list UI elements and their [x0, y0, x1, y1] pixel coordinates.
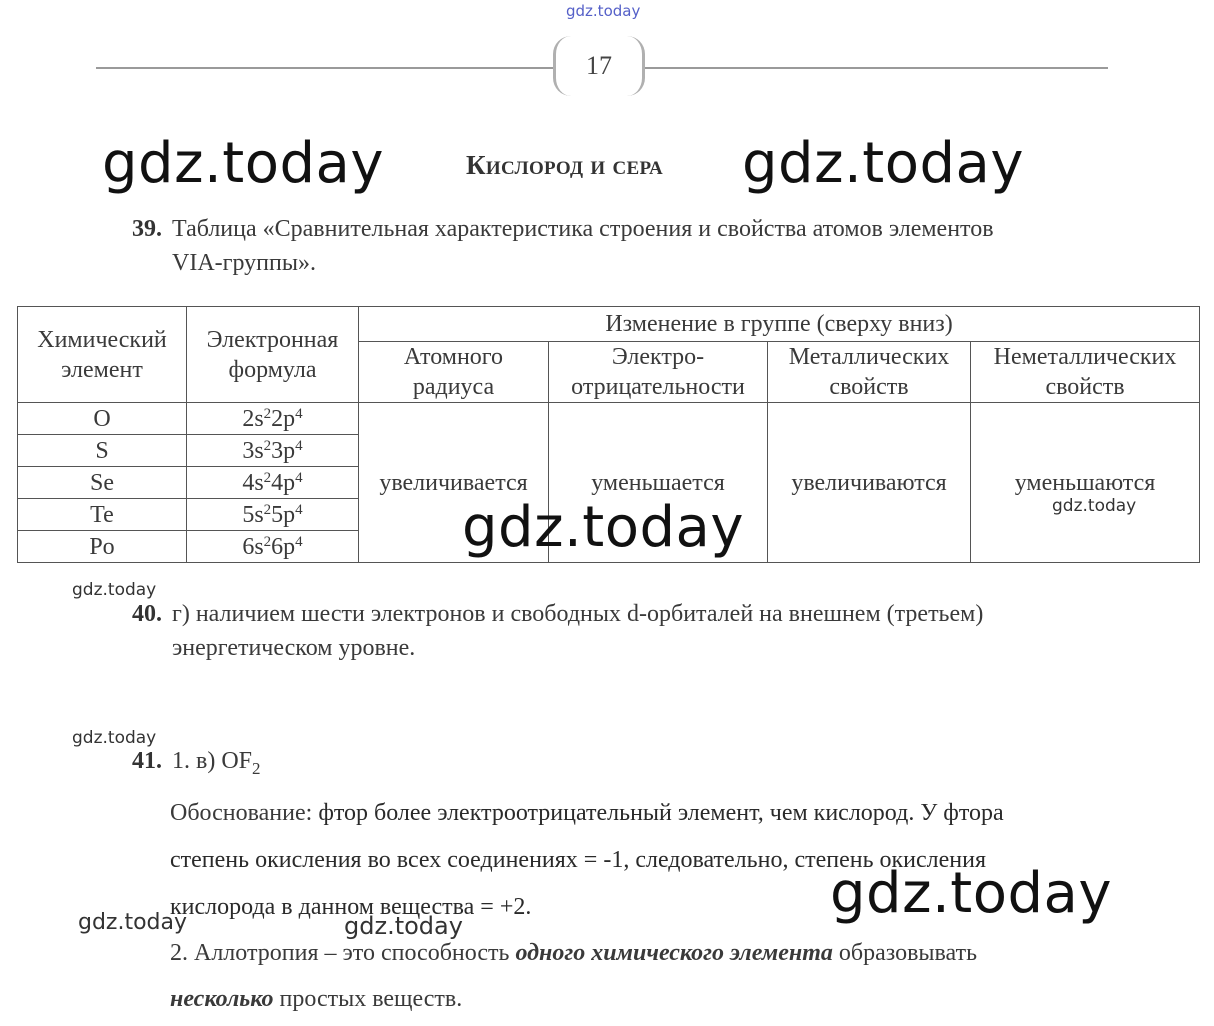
formula-cell: $6s^26p^4$ [187, 531, 359, 563]
page-number: 17 [553, 36, 645, 96]
header-metallic: Металлических свойств [768, 342, 971, 403]
answer-text: 1. в) OF [172, 748, 253, 774]
formula-cell: $5s^25p^4$ [187, 499, 359, 531]
allotropy-emphasis: несколько [170, 986, 274, 1012]
element-cell: Te [18, 499, 187, 531]
watermark-small: gdz.today [72, 580, 157, 600]
task-text: г) наличием шести электронов и свободных d-орбиталей на внешнем (третьем) [172, 601, 984, 627]
task-number: 41. [132, 748, 162, 774]
task-41-allotropy [170, 930, 1110, 1022]
element-cell: Po [18, 531, 187, 563]
task-text: энергетическом уровне. [172, 635, 416, 661]
watermark-large: gdz.today [742, 131, 1025, 196]
allotropy-text: простых веществ. [279, 986, 463, 1012]
allotropy-text: образовывать [838, 940, 978, 966]
header-electronegativity: Электро- отрицательности [549, 342, 768, 403]
element-cell: O [18, 403, 187, 435]
reason-text: степень окисления во всех соединениях = -1, следовательно, степень окисления [170, 847, 987, 873]
task-number: 39. [132, 216, 162, 242]
task-41-answer [132, 744, 1110, 786]
reason-text: фтор более электроотрицательный элемент, чем кислород. У фтора [318, 800, 1004, 826]
trend-nonmetallic: уменьшаются [971, 403, 1200, 563]
header-rule-right [645, 67, 1108, 69]
watermark-large: gdz.today [830, 861, 1113, 926]
top-watermark: gdz.today [566, 2, 641, 20]
watermark-large: gdz.today [102, 131, 385, 196]
formula-cell: $2s^22p^4$ [187, 403, 359, 435]
watermark-small: gdz.today [72, 728, 157, 748]
trend-atomic-radius: увеличивается [359, 403, 549, 563]
reason-label: Обоснование: [170, 800, 313, 826]
watermark-small: gdz.today [78, 910, 188, 935]
trend-electronegativity: уменьшается [549, 403, 768, 563]
trend-metallic: увеличиваются [768, 403, 971, 563]
header-element: Химический элемент [18, 307, 187, 403]
task-number: 40. [132, 601, 162, 627]
element-cell: Se [18, 467, 187, 499]
task-40 [132, 597, 1110, 665]
section-title: Кислород и сера [466, 150, 664, 180]
watermark-small: gdz.today [1052, 496, 1137, 516]
task-39 [132, 212, 1110, 280]
formula-cell: $3s^23p^4$ [187, 435, 359, 467]
watermark-small: gdz.today [344, 912, 463, 940]
element-cell: S [18, 435, 187, 467]
task-text: Таблица «Сравнительная характеристика строения и свойства атомов элементов [172, 216, 994, 242]
watermark-large: gdz.today [462, 495, 745, 560]
answer-subscript: 2 [252, 758, 261, 778]
header-rule-left [96, 67, 553, 69]
reason-text: кислорода в данном вещества = +2. [170, 894, 532, 920]
header-group-change: Изменение в группе (сверху вниз) [359, 307, 1200, 342]
allotropy-text: 2. Аллотропия – это способность [170, 940, 510, 966]
allotropy-emphasis: одного химического элемента [515, 940, 833, 966]
formula-cell: $4s^24p^4$ [187, 467, 359, 499]
header-nonmetallic: Неметаллических свойств [971, 342, 1200, 403]
task-text: VIA-группы». [172, 250, 316, 276]
header-atomic-radius: Атомного радиуса [359, 342, 549, 403]
header-formula: Электронная формула [187, 307, 359, 403]
